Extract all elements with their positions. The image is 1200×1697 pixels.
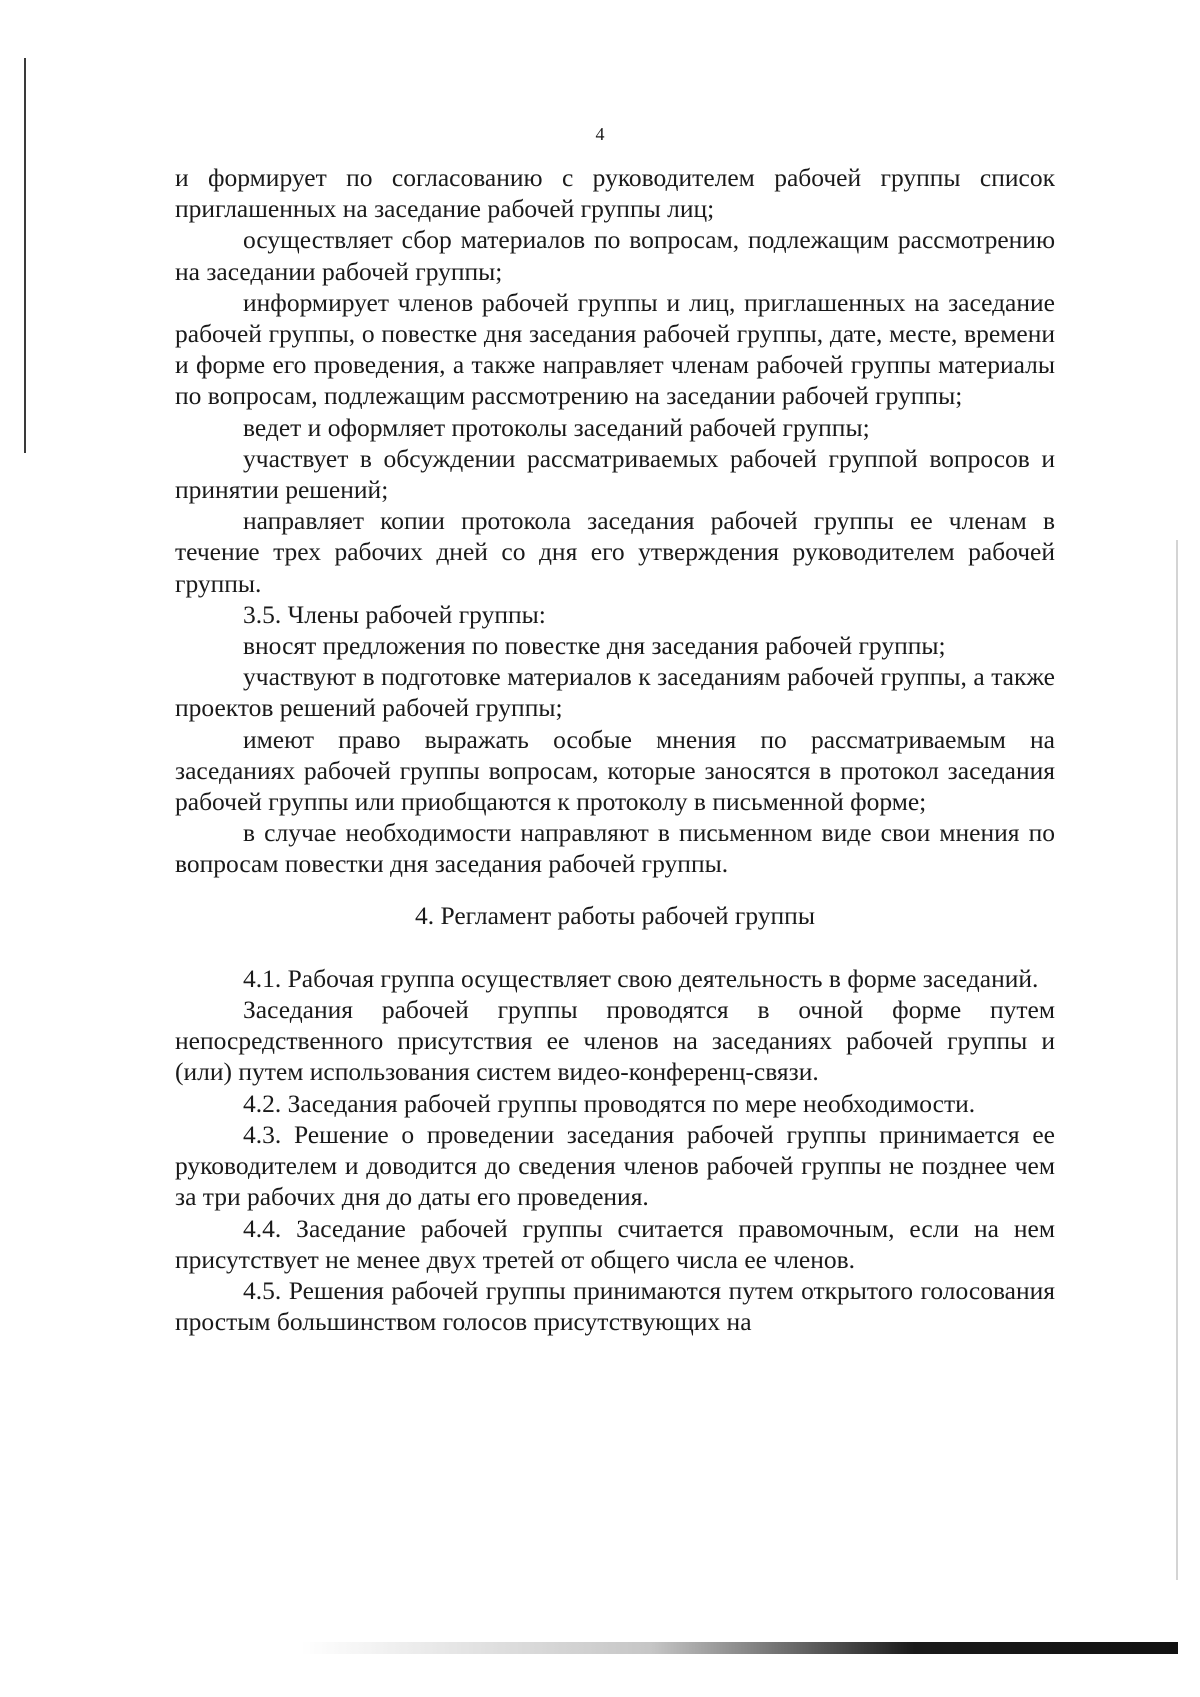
paragraph: ведет и оформляет протоколы заседаний рабочей группы; [243,412,870,442]
paragraph: 4.1. Рабочая группа осуществляет свою деятельность в форме заседаний. [243,963,1039,993]
paragraph: направляет копии протокола заседания рабочей группы ее членам в течение трех рабочих дней со дня его утверждения руководителем рабочей группы. [175,506,1055,598]
paragraph: имеют право выражать особые мнения по рассматриваемым на заседаниях рабочей группы вопросам, которые заносятся в протокол заседания рабочей группы или приобщаются к протоколу в письменной форме; [175,724,1055,817]
paragraph: 4.5. Решения рабочей группы принимаются путем открытого голосования простым большинством голосов присутствующих на [175,1275,1055,1337]
paragraph: 3.5. Члены рабочей группы: [243,599,546,629]
paragraph: 4.2. Заседания рабочей группы проводятся по мере необходимости. [243,1088,976,1118]
paragraph: участвуют в подготовке материалов к заседаниям рабочей группы, а также проектов решений рабочей группы; [175,662,1055,723]
paragraph: вносят предложения по повестке дня заседания рабочей группы; [243,631,946,661]
paragraph: 4.4. Заседание рабочей группы считается правомочным, если на нем присутствует не менее двух третей от общего числа ее членов. [175,1213,1055,1274]
scan-edge-bottom [300,1642,1178,1654]
page-number: 4 [595,124,605,144]
paragraph: и формирует по согласованию с руководителем рабочей группы список приглашенных на заседание рабочей группы лиц; [175,163,1055,224]
scan-edge-right [1176,540,1178,1580]
paragraph: информирует членов рабочей группы и лиц, приглашенных на заседание рабочей группы, о повестке дня заседания рабочей группы, дате, месте, времени и форме его проведения, а также направляет членам рабочей группы материалы по вопросам, подлежащим рассмотрению на заседании рабочей группы; [175,287,1055,411]
scan-edge-left [24,58,26,453]
paragraph: Заседания рабочей группы проводятся в очной форме путем непосредственного присутствия ее членов на заседаниях рабочей группы и (или) путем использования систем видео-конференц-связи. [175,995,1055,1087]
paragraph: 4.3. Решение о проведении заседания рабочей группы принимается ее руководителем и доводится до сведения членов рабочей группы не позднее чем за три рабочих дня до даты его проведения. [175,1119,1055,1212]
paragraph: осуществляет сбор материалов по вопросам, подлежащим рассмотрению на заседании рабочей группы; [175,225,1055,286]
paragraph: в случае необходимости направляют в письменном виде свои мнения по вопросам повестки дня заседания рабочей группы. [175,818,1055,879]
document-body [175,162,1055,1337]
section-heading: 4. Регламент работы рабочей группы [415,900,815,930]
paragraph: участвует в обсуждении рассматриваемых рабочей группой вопросов и принятии решений; [175,443,1055,505]
